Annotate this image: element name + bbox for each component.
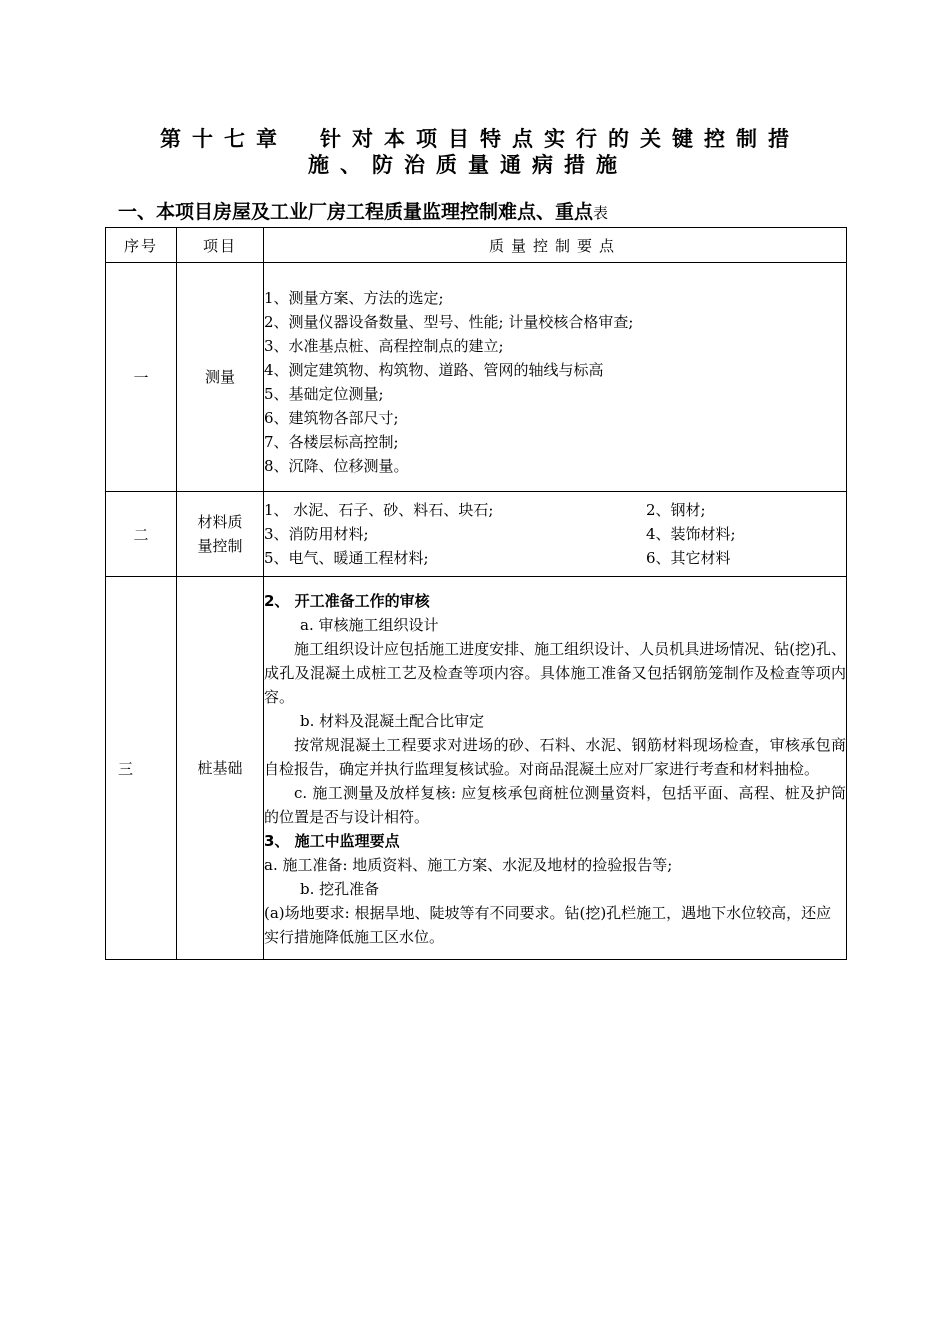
material-list <box>264 498 846 570</box>
list-item: 5、基础定位测量; <box>264 385 384 403</box>
table-row <box>106 577 847 960</box>
header-seq: 序号 <box>106 228 177 263</box>
chapter-title-line2: 施、防治质量通病措施 <box>308 153 628 177</box>
paragraph: 按常规混凝土工程要求对进场的砂、石料、水泥、钢筋材料现场检查，审核承包商自检报告，确定并执行监理复核试验。对商品混凝土应对厂家进行考查和材料抽检。 <box>264 736 846 778</box>
sub-item-title: a. 审核施工组织设计 <box>300 616 439 634</box>
header-item: 项目 <box>177 228 264 263</box>
list-item: 2、测量仪器设备数量、型号、性能; 计量校核合格审查; <box>264 313 634 331</box>
list-item: a. 施工准备: 地质资料、施工方案、水泥及地材的捡验报告等; <box>264 856 673 874</box>
table-row <box>106 492 847 577</box>
list-item: 3、水准基点桩、高程控制点的建立; <box>264 337 504 355</box>
paragraph: (a)场地要求: 根据旱地、陡坡等有不同要求。钻(挖)孔栏施工，遇地下水位较高，还应实行措施降低施工区水位。 <box>264 904 832 946</box>
section-title: 一、本项目房屋及工业厂房工程质量监理控制难点、重点 <box>118 201 594 223</box>
section-suffix: 表 <box>593 204 609 222</box>
paragraph: 施工组织设计应包括施工进度安排、施工组织设计、人员机具进场情况、钻(挖)孔、成孔及混凝土成桩工艺及检查等项内容。具体施工准备又包括钢筋笼制作及检查等项内容。 <box>264 640 846 706</box>
list-item: 2、钢材; <box>646 501 706 519</box>
table-header-row <box>106 228 847 263</box>
list-item: 6、建筑物各部尺寸; <box>264 409 399 427</box>
list-item: 3、消防用材料; <box>264 525 369 543</box>
list-item: 1、 水泥、石子、砂、料石、块石; <box>264 501 494 519</box>
row-item-line: 材料质 <box>197 513 243 531</box>
list-item: 4、装饰材料; <box>646 525 736 543</box>
paragraph: c. 施工测量及放样复核: 应复核承包商桩位测量资料，包括平面、高程、桩及护筒的位置是否与设计相符。 <box>264 784 846 826</box>
subheading: 2、 开工准备工作的审核 <box>264 592 430 610</box>
row-item-line: 量控制 <box>197 537 243 555</box>
header-points: 质量控制要点 <box>264 228 847 263</box>
row-points <box>264 263 847 492</box>
row-item <box>177 492 264 577</box>
row-item: 测量 <box>177 263 264 492</box>
quality-control-table <box>105 227 847 960</box>
row-item: 桩基础 <box>177 577 264 960</box>
list-item: 7、各楼层标高控制; <box>264 433 399 451</box>
sub-item-title: b. 材料及混凝土配合比审定 <box>300 712 485 730</box>
row-seq: 二 <box>106 492 177 577</box>
row-seq: 一 <box>106 263 177 492</box>
list-item: 5、电气、暖通工程材料; <box>264 549 429 567</box>
section-heading <box>118 198 858 227</box>
list-item: 6、其它材料 <box>646 549 731 567</box>
subheading: 3、 施工中监理要点 <box>264 832 400 850</box>
row-points <box>264 577 847 960</box>
list-item: 4、测定建筑物、构筑物、道路、管网的轴线与标高 <box>264 361 604 379</box>
list-item: 1、测量方案、方法的选定; <box>264 289 444 307</box>
chapter-title-line1: 第十七章 针对本项目特点实行的关键控制措 <box>160 127 800 151</box>
sub-item-title: b. 挖孔准备 <box>300 880 380 898</box>
row-points <box>264 492 847 577</box>
row-seq: 三 <box>106 577 177 960</box>
table-row <box>106 263 847 492</box>
list-item: 8、沉降、位移测量。 <box>264 457 409 475</box>
